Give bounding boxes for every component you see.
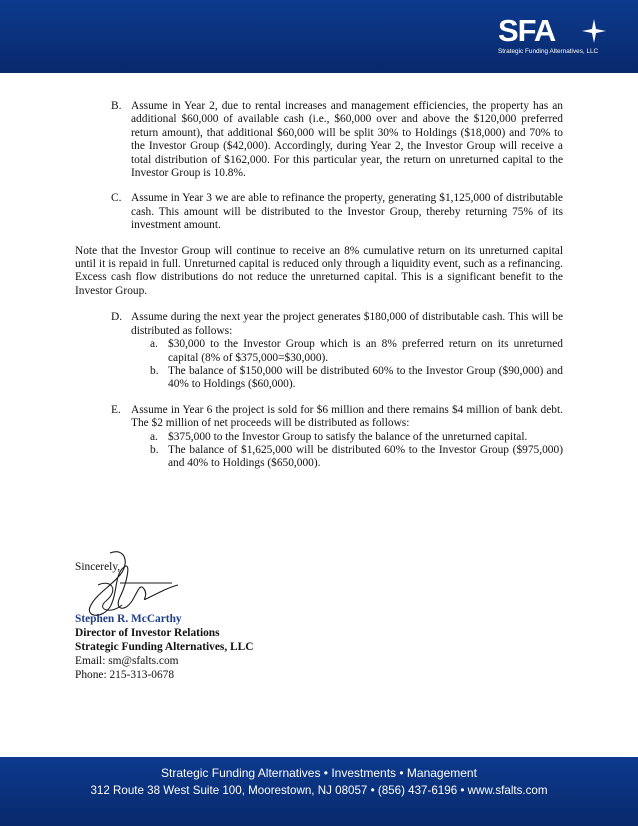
closing: Sincerely, — [75, 561, 121, 573]
footer-address: 312 Route 38 West Suite 100, Moorestown, NJ 08057 • (856) 437-6196 • www.sfalts.com — [90, 784, 548, 797]
sub-item-label: b. — [150, 443, 159, 456]
letterhead-banner — [0, 0, 638, 73]
signer-phone: Phone: 215-313-0678 — [75, 669, 175, 681]
sub-item — [150, 338, 563, 365]
signer-email: Email: sm@sfalts.com — [75, 655, 179, 667]
sub-item-text: The balance of $150,000 will be distributed 60% to the Investor Group ($90,000) and 40% to Holdings ($60,000). — [168, 364, 563, 391]
logo-subtitle: Strategic Funding Alternatives, LLC — [498, 48, 599, 55]
sub-item — [150, 365, 563, 392]
sub-list — [150, 338, 563, 392]
footer-tagline: Strategic Funding Alternatives • Investments • Management — [161, 766, 477, 780]
star-icon — [582, 19, 606, 43]
sub-item-text: The balance of $1,625,000 will be distributed 60% to the Investor Group ($975,000) and 40% to Holdings ($650,000). — [168, 443, 563, 470]
signer-company: Strategic Funding Alternatives, LLC — [75, 641, 254, 653]
letter-body — [75, 100, 563, 483]
company-logo — [498, 15, 608, 60]
signer-name: Stephen R. McCarthy — [75, 613, 182, 625]
sub-item-text: $30,000 to the Investor Group which is an 8% preferred return on its unreturned capital (8% of $375,000=$30,000). — [168, 338, 563, 364]
item-label: D. — [111, 311, 123, 324]
list-item — [75, 192, 563, 232]
letterhead-footer — [0, 757, 638, 826]
sub-item-label: a. — [150, 338, 158, 351]
item-label: E. — [111, 403, 121, 416]
sub-item-label: b. — [150, 364, 159, 377]
item-label: C. — [111, 192, 122, 205]
sub-item — [150, 431, 563, 444]
signature-block — [75, 560, 253, 682]
list-item — [75, 100, 563, 180]
sub-item-text: $375,000 to the Investor Group to satisfy the balance of the unreturned capital. — [168, 430, 528, 443]
sub-item — [150, 444, 563, 471]
sub-item-label: a. — [150, 430, 158, 443]
item-body — [131, 311, 563, 391]
item-label: B. — [111, 100, 122, 112]
list-item — [75, 311, 563, 391]
note-paragraph: Note that the Investor Group will continue to receive an 8% cumulative return on its unreturned capital until it is repaid in full. Unreturned capital is reduced only through a liquidity event, such as a refinancing. Excess cash flow distributions do not reduce the unreturned capital. This is a significant benefit to the Investor Group. — [75, 244, 563, 297]
item-text: Assume in Year 3 we are able to refinance the property, generating $1,125,000 of distributable cash. This amount will be distributed to the Investor Group, thereby returning 75% of its investment amount. — [131, 192, 563, 232]
item-text: Assume during the next year the project generates $180,000 of distributable cash. This will be distributed as follows: — [131, 311, 563, 337]
item-text: Assume in Year 6 the project is sold for $6 million and there remains $4 million of bank debt. The $2 million of net proceeds will be distributed as follows: — [131, 403, 563, 430]
item-body — [131, 404, 563, 471]
item-text: Assume in Year 2, due to rental increases and management efficiencies, the property has an additional $60,000 of available cash (i.e., $60,000 over and above the $120,000 preferred return amount), that additional $60,000 will be split 30% to Holdings ($18,000) and 70% to the Investor Group ($42,000). Accordingly, during Year 2, the Investor Group will receive a total distribution of $162,000. For this particular year, the return on unreturned capital to the Investor Group is 10.8%. — [131, 100, 563, 180]
signer-title: Director of Investor Relations — [75, 627, 220, 639]
list-item — [75, 404, 563, 471]
logo-text: SFA — [498, 13, 556, 48]
sub-list — [150, 431, 563, 471]
